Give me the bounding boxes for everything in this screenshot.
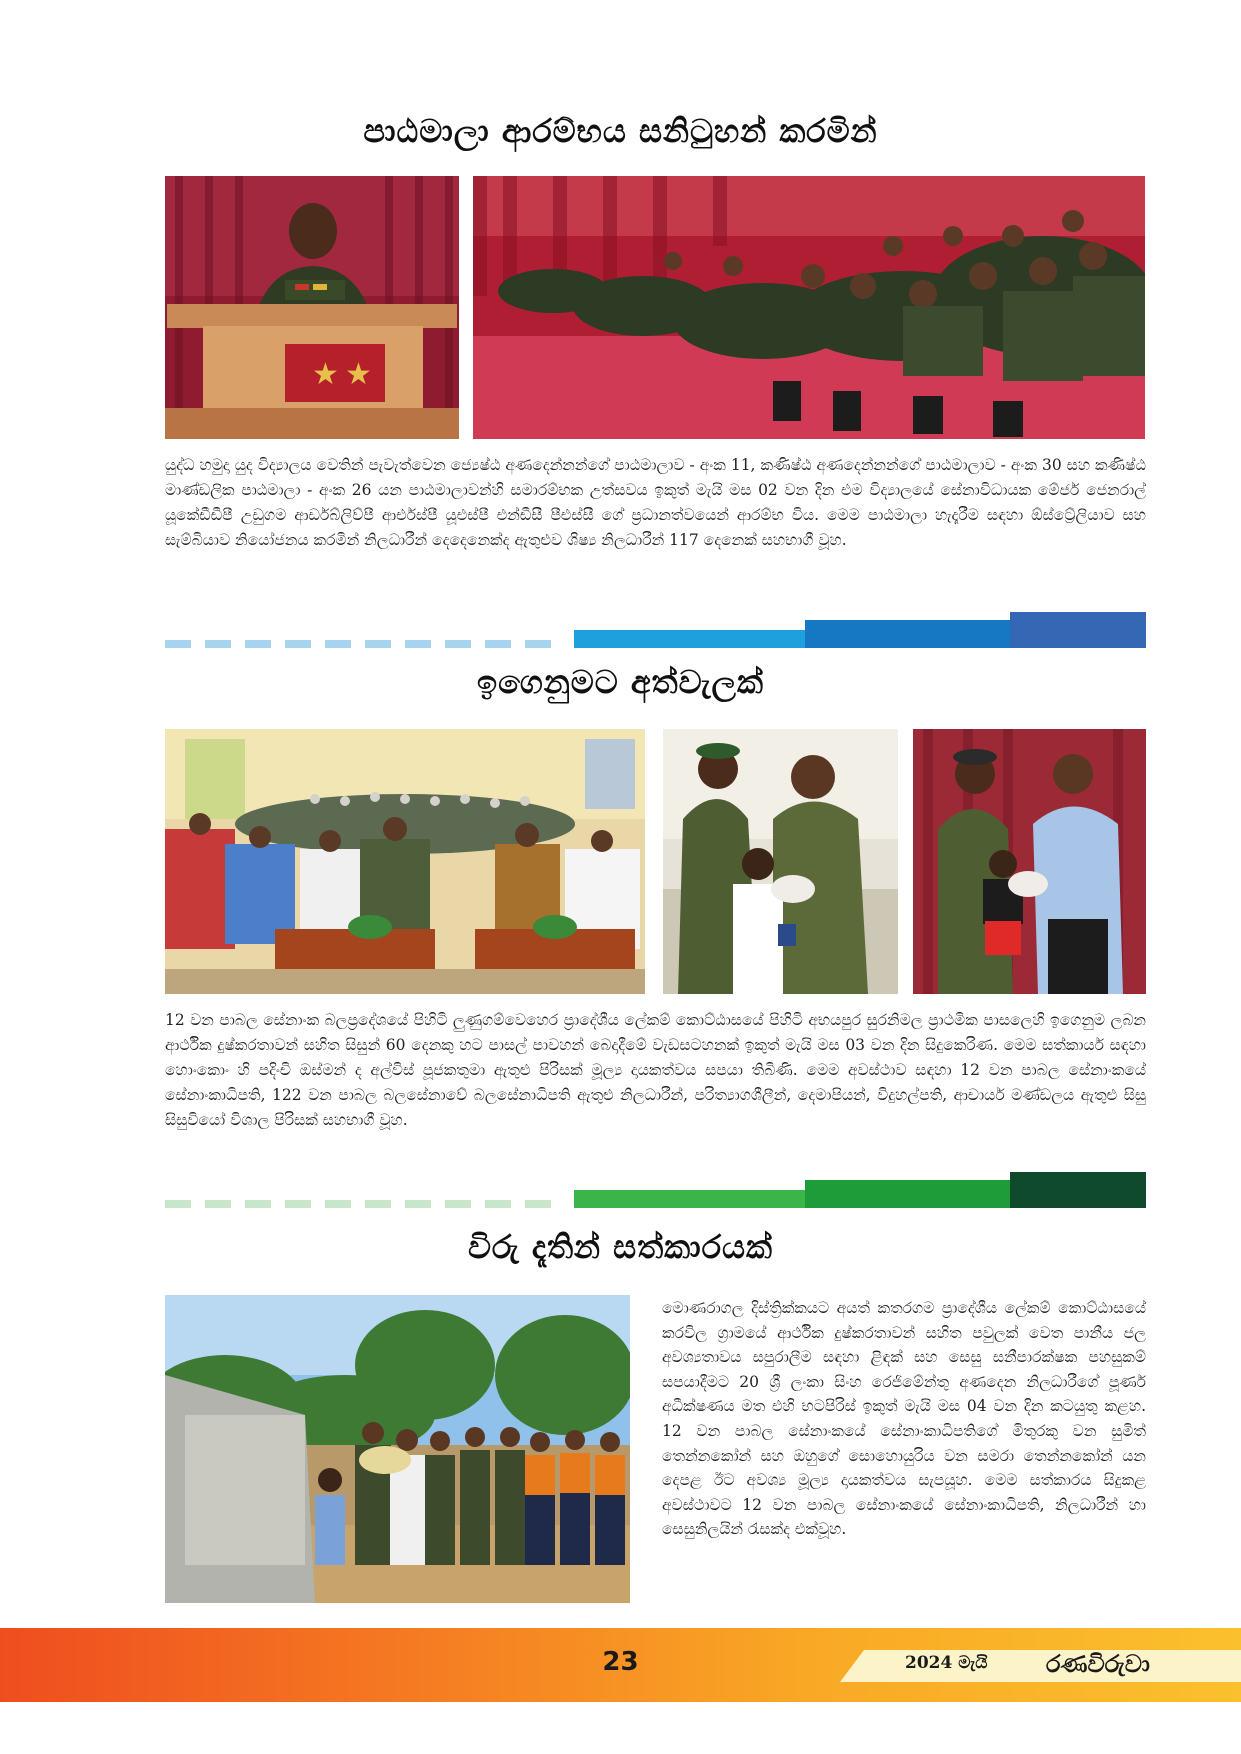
section3-title: විරු දෑතින් සත්කාරයක් — [467, 1228, 774, 1266]
section1-title: පාඨමාලා ආරම්භය සනිටුහන් කරමින් — [363, 112, 878, 150]
page-number: 23 — [602, 1647, 639, 1677]
photo-shoe-donation-girl-1 — [663, 729, 898, 994]
svg-text:★: ★ — [345, 357, 372, 392]
section-divider-green — [165, 1172, 1146, 1208]
section2-paragraph: 12 වන පාබල සේනාංක බලප්‍රදේශයේ පිහිටි ලුණුගම්වෙහෙර ප්‍රාදේශීය ලේකම් කොට්ඨාසයේ පිහිටි අභයපුර සුරනිමල ප්‍රාථමික පාසලෙහි ඉගෙනුම ලබන ආර්ථික දුෂ්කරතාවන් සහිත සිසුන් 60 දෙනකු හට පාසල් පාවහන් බෙදාදීමේ වැඩසටහනක් ඉකුත් මැයි මස 03 වන දින සිදුකෙරිණ. මෙම සත්කාර්ය සඳහා හොංකොං හි පදිංචි ඔස්මන් ද අල්විස් පූජකතුමා ඇතුළු පිරිසක් මූල්‍ය දායකත්වය සපයා තිබිණි. මෙම අවස්ථාව සඳහා 12 වන පාබල සේනාංකයේ සේනාංකාධිපති, 122 වන පාබල බලසේනාවේ බලසේනාධිපති ඇතුළු නිලධාරීන්, පරිත්‍යාගශීලීන්, දෙමාපියන්, විදුහල්පති, ආචාර්ය මණ්ඩලය ඇතුළු සිසු සිසුවියෝ විශාල පිරිසක් සහභාගී වූහ. — [165, 1011, 1146, 1129]
photo-school-event-audience — [165, 729, 645, 994]
issue-date: 2024 මැයි — [905, 1653, 988, 1673]
section3-paragraph: මොණරාගල දිස්ත්‍රික්කයට අයත් කතරගම ප්‍රාදේශීය ලේකම් කොට්ඨාසයේ කරවිල ග්‍රාමයේ ආර්ථික දුෂ්කරතාවන් සහිත පවුලක් වෙත පානීය ජල අවශ්‍යතාවය සපුරාලීම සඳහා ළිඳක් සහ සෙසු සනීපාරක්ෂක පහසුකම් සපයාදීමට 20 ශ්‍රී ලංකා සිංහ රෙජිමේන්තු අණදෙන නිලධාරීගේ පූර්ණ අධීක්ෂණය මත එහි භටපිරිස් ඉකුත් මැයි මස 04 වන දින කටයුතු කළහ. 12 වන පාබල සේනාංකයේ සේනාංකාධිපතිගේ මිතුරකු වන සුමිත් තෙන්නකෝන් සහ ඔහුගේ සොහොයුරිය වන සමරා තෙන්නකෝන් යන දෙපළ ඊට අවශ්‍ය මූල්‍ය දායකත්වය සැපයූහ. මෙම සත්කාරය සිදුකළ අවස්ථාවට 12 වන පාබල සේනාංකයේ සේනාංකාධිපති, නිලධාරීන් හා සෙසුනිලයින් රැසක්ද එක්වූහ. — [662, 1299, 1146, 1539]
photo-shoe-donation-girl-2 — [913, 729, 1146, 994]
section1-paragraph: යුද්ධ හමුදා යුද විද්‍යාලය වෙතින් පැවැත්වෙන ජ්‍යෙෂ්ඨ අණදෙන්නන්ගේ පාඨමාලාව - අංක 11, කණිෂ්ඨ අණදෙන්නන්ගේ පාඨමාලාව - අංක 30 සහ කණිෂ්ඨ මාණ්ඩලික පාඨමාලා - අංක 26 යන පාඨමාලාවන්හි සමාරම්භක උත්සවය ඉකුත් මැයි මස 02 වන දින එම විද්‍යාලයේ සේනාවිධායක මේජර් ජෙනරාල් යූකේඩීඩීපී උඩුගම ආර්ඩබ්ලිව්පී ආර්එස්පී යූඑස්පී එන්ඩීසී පීඑස්සී ගේ ප්‍රධානත්වයෙන් ආරම්භ විය. මෙම පාඨමාලා හැදෑරීම සඳහා ඕස්ට්‍රේලියාව සහ සැම්බියාව නියෝජනය කරමින් නිලධාරීන් දෙදෙනෙක්ද ඇතුළුව ශිෂ්‍ය නිලධාරීන් 117 දෙනෙක් සහභාගී වූහ. — [165, 456, 1146, 549]
magazine-logo: රණවිරුවා — [1046, 1649, 1150, 1678]
photo-well-handover — [165, 1295, 630, 1603]
section2-title: ඉගෙනුමට අත්වැලක් — [477, 663, 764, 701]
photo-officer-at-podium — [165, 176, 459, 439]
photo-officers-seated-auditorium — [473, 176, 1145, 439]
svg-text:★: ★ — [312, 357, 339, 392]
section-divider-blue — [165, 612, 1146, 648]
